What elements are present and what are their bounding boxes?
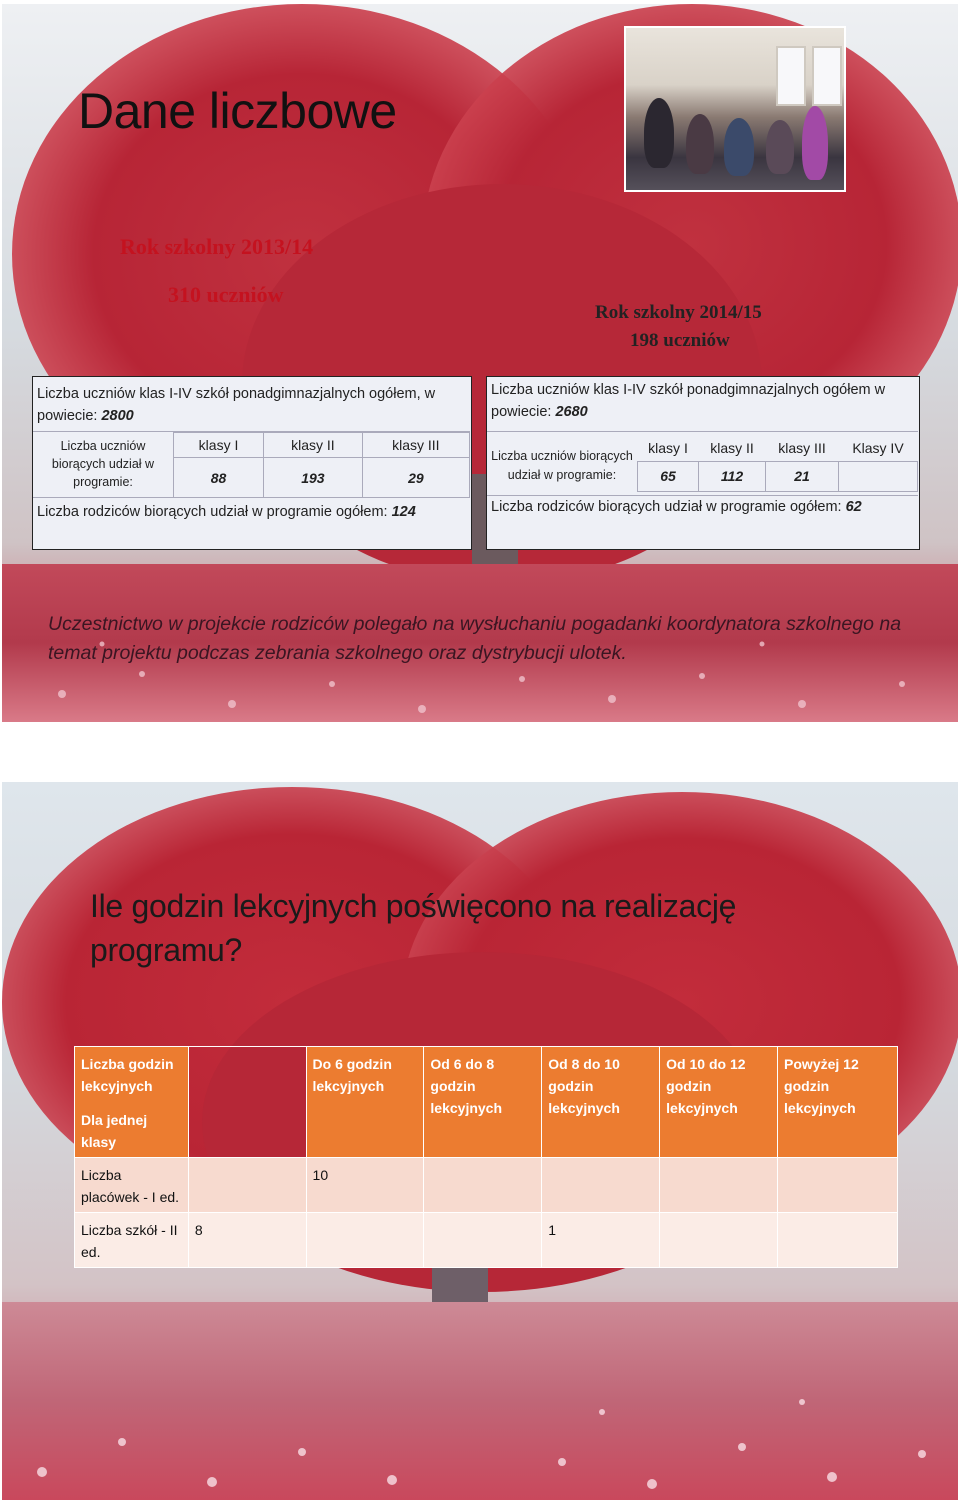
header-od-10-do-12: Od 10 do 12 godzin lekcyjnych [660,1047,778,1158]
parents-row [37,501,467,523]
total-students-value: 2800 [101,408,134,424]
parents-label: Liczba rodziców biorących udział w programie ogółem: [37,504,388,520]
total-label-text: Liczba uczniów klas I-IV szkół ponadgimnazjalnych ogółem, w powiecie: [37,386,436,424]
class-table-2013 [173,432,470,498]
table-row [75,1213,898,1268]
class-table-2014 [637,435,918,492]
table-cell: 1 [542,1213,660,1268]
page-title: Dane liczbowe [78,83,397,139]
header-od-6-do-8: Od 6 do 8 godzin lekcyjnych [424,1047,542,1158]
classroom-photo [624,26,846,192]
table-header-row [75,1047,898,1158]
table-cell: 10 [306,1158,424,1213]
table-cell: 8 [188,1213,306,1268]
table-cell [424,1213,542,1268]
header-klasy-iv: Klasy IV [852,439,904,456]
row-label: Liczba szkół - II ed. [75,1213,189,1268]
parents-row [491,496,917,518]
table-cell [306,1213,424,1268]
participants-label: Liczba uczniów biorących udział w programie: [51,439,155,489]
header-klasy-ii: klasy II [710,439,754,456]
year-2014-students: 198 uczniów [630,330,730,351]
header-powyzej-12: Powyżej 12 godzin lekcyjnych [778,1047,898,1158]
photo-person [802,106,828,180]
stats-box-2014 [486,376,920,550]
photo-person [644,98,674,168]
header-klasy-i: klasy I [174,433,264,458]
divider [33,497,470,498]
stats-box-2013 [32,376,472,550]
header-klasy-i: klasy I [648,439,688,456]
total-students-label [37,383,457,427]
value-klasy-i: 65 [638,461,699,491]
value-klasy-iv [839,461,918,491]
total-students-value: 2680 [555,404,588,420]
header-klasy-iii: klasy III [778,439,826,456]
participation-note: Uczestnictwo w projekcie rodziców polegało na wysłuchaniu pogadanki koordynatora szkolnego na temat projektu podczas zebrania szkolnego oraz dystrybucji ulotek. [48,613,902,664]
header-empty-cell [188,1047,306,1158]
header-klasy-ii: klasy II [264,433,363,458]
photo-person [686,114,714,174]
slide-2 [2,782,958,1500]
value-klasy-ii: 193 [264,458,363,498]
slide-1 [2,4,958,722]
table-cell [778,1213,898,1268]
photo-person [766,120,794,174]
parents-value: 62 [845,499,862,515]
header-left-cell [75,1047,189,1158]
table-cell [778,1158,898,1213]
photo-window [776,46,806,106]
table-row [75,1158,898,1213]
year-2013-label: Rok szkolny 2013/14 [120,234,314,259]
parents-label: Liczba rodziców biorących udział w programie ogółem: [491,499,842,515]
value-klasy-i: 88 [174,458,264,498]
slide-2-title: Ile godzin lekcyjnych poświęcono na realizację programu? [90,888,737,968]
header-od-8-do-10: Od 8 do 10 godzin lekcyjnych [542,1047,660,1158]
table-cell [660,1213,778,1268]
divider [487,431,918,432]
header-per-class-label: Dla jednej klasy [81,1112,148,1150]
row-label: Liczba placówek - I ed. [75,1158,189,1213]
table-cell [424,1158,542,1213]
hours-table [74,1046,898,1268]
participants-label: Liczba uczniów biorących udział w programie: [491,449,633,482]
header-do-6: Do 6 godzin lekcyjnych [306,1047,424,1158]
parents-value: 124 [391,504,416,520]
value-klasy-iii: 29 [362,458,469,498]
value-klasy-iii: 21 [766,461,839,491]
photo-window [812,46,842,106]
year-2014-label: Rok szkolny 2014/15 [595,302,762,323]
total-label-text: Liczba uczniów klas I-IV szkół ponadgimnazjalnych ogółem w powiecie: [491,382,886,420]
value-klasy-ii: 112 [699,461,766,491]
table-cell [660,1158,778,1213]
header-hours-label: Liczba godzin lekcyjnych [81,1056,174,1094]
table-cell [542,1158,660,1213]
table-cell [188,1158,306,1213]
year-2013-students: 310 uczniów [168,282,284,307]
photo-person [724,118,754,176]
total-students-label [491,379,911,423]
header-klasy-iii: klasy III [362,433,469,458]
